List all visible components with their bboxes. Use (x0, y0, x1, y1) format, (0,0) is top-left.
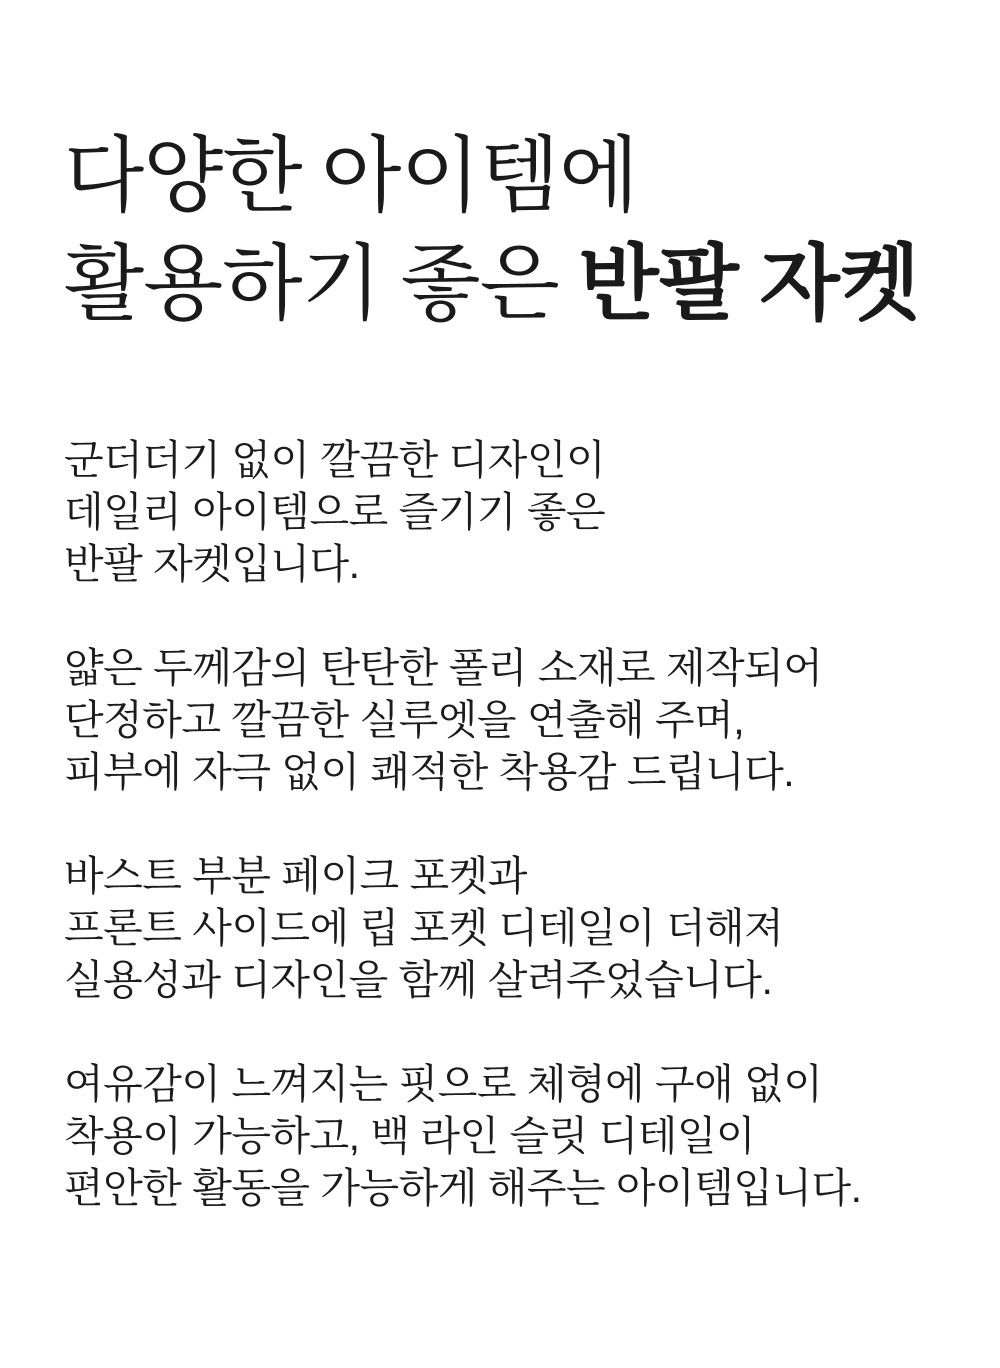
description-paragraph-fabric (64, 642, 970, 798)
paragraph-line: 피부에 자극 없이 쾌적한 착용감 드립니다. (64, 749, 795, 795)
paragraph-line: 실용성과 디자인을 함께 살려주었습니다. (64, 957, 773, 1003)
paragraph-line: 여유감이 느껴지는 핏으로 체형에 구애 없이 (64, 1061, 823, 1107)
product-headline (64, 122, 970, 338)
paragraph-line: 프론트 사이드에 립 포켓 디테일이 더해져 (64, 905, 784, 951)
paragraph-line: 편안한 활동을 가능하게 해주는 아이템입니다. (64, 1165, 862, 1211)
paragraph-line: 얇은 두께감의 탄탄한 폴리 소재로 제작되어 (64, 645, 823, 691)
headline-line1: 다양한 아이템에 (64, 130, 638, 222)
product-description-body (64, 434, 970, 1214)
paragraph-line: 바스트 부분 페이크 포켓과 (64, 853, 527, 899)
description-paragraph-fit (64, 1058, 970, 1214)
description-paragraph-design (64, 434, 970, 590)
paragraph-line: 군더더기 없이 깔끔한 디자인이 (64, 437, 606, 483)
headline-line2-emphasis: 반팔 자켓 (578, 238, 921, 330)
description-paragraph-pockets (64, 850, 970, 1006)
paragraph-line: 데일리 아이템으로 즐기기 좋은 (64, 489, 606, 535)
paragraph-line: 단정하고 깔끔한 실루엣을 연출해 주며, (64, 697, 745, 743)
headline-line2-regular: 활용하기 좋은 (64, 238, 579, 330)
paragraph-line: 반팔 자켓입니다. (64, 541, 360, 587)
paragraph-line: 착용이 가능하고, 백 라인 슬릿 디테일이 (64, 1113, 756, 1159)
